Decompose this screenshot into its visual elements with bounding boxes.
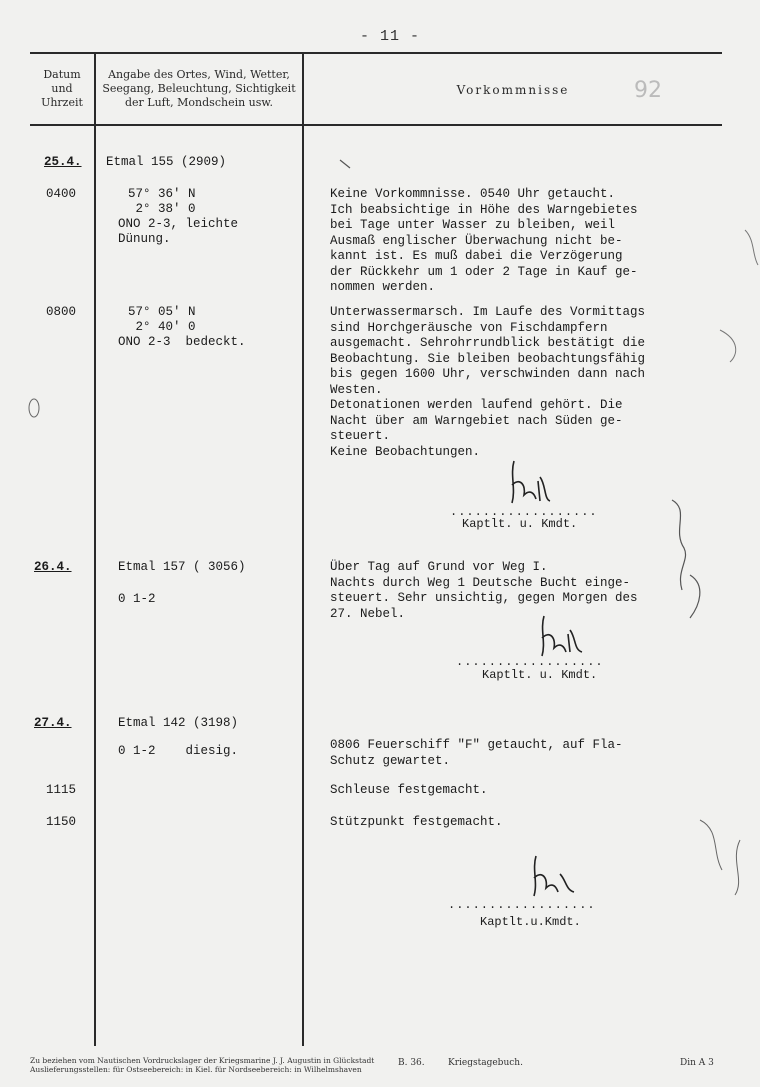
header-date-line: und bbox=[51, 82, 73, 95]
event-line: Schutz gewartet. bbox=[330, 753, 451, 768]
row-place: 57° 05' N bbox=[128, 305, 196, 319]
footer-line: Zu beziehen vom Nautischen Vordruckslager der Kriegsmarine J. J. Augustin in Glückstadt bbox=[30, 1056, 375, 1065]
header-place-line: Seegang, Beleuchtung, Sichtigkeit bbox=[102, 82, 296, 95]
row-place: Dünung. bbox=[118, 232, 171, 246]
row-date: 27.4. bbox=[34, 716, 72, 730]
row-time: 1115 bbox=[46, 783, 77, 797]
signature-dots: .................. bbox=[450, 505, 598, 519]
header-date-line: Datum bbox=[43, 68, 81, 81]
row-time: 0400 bbox=[46, 187, 77, 201]
event-line: bei Tage unter Wasser zu bleiben, weil bbox=[330, 218, 616, 232]
header-events-col: Vorkommnisse bbox=[456, 83, 570, 97]
event-line: steuert. Sehr unsichtig, gegen Morgen des bbox=[330, 591, 638, 605]
footer-form-number: B. 36. bbox=[398, 1058, 425, 1068]
header-place-line: Angabe des Ortes, Wind, Wetter, bbox=[108, 68, 290, 81]
row-place: ONO 2-3, leichte bbox=[118, 217, 239, 231]
signature-title: Kaptlt.u.Kmdt. bbox=[480, 915, 581, 929]
event-line: Ich beabsichtige in Höhe des Warngebietes bbox=[330, 202, 638, 217]
event-line: steuert. bbox=[330, 429, 391, 443]
row-place: Etmal 155 (2909) bbox=[106, 155, 227, 169]
event-line: Detonationen werden laufend gehört. Die bbox=[330, 398, 623, 412]
event-line: Keine Vorkommnisse. 0540 Uhr getaucht. bbox=[330, 187, 616, 201]
signature-dots: .................. bbox=[456, 655, 604, 669]
event-line: kannt ist. Es muß dabei die Verzögerung bbox=[330, 249, 623, 263]
header-date-line: Uhrzeit bbox=[41, 96, 83, 109]
row-date: 25.4. bbox=[44, 155, 82, 169]
event-line: Beobachtung. Sie bleiben beobachtungsfähig bbox=[330, 351, 646, 366]
row-time: 0800 bbox=[46, 305, 77, 319]
row-place: Etmal 142 (3198) bbox=[118, 716, 239, 730]
event-line: Ausmaß englischer Überwachung nicht be- bbox=[330, 233, 623, 248]
row-place: Etmal 157 ( 3056) bbox=[118, 560, 246, 574]
event-line: 27. Nebel. bbox=[330, 606, 406, 621]
row-place: ONO 2-3 bedeckt. bbox=[118, 335, 246, 349]
footer-publisher bbox=[30, 1056, 374, 1074]
row-place: 0 1-2 bbox=[118, 592, 156, 606]
footer-line: Auslieferungsstellen: für Ostseebereich: in Kiel. für Nordseebereich: in Wilhelmshaven bbox=[30, 1065, 362, 1074]
event-line: sind Horchgeräusche von Fischdampfern bbox=[330, 320, 608, 335]
event-line: Westen. bbox=[330, 382, 383, 397]
event-line: Nacht über am Warngebiet nach Süden ge- bbox=[330, 413, 623, 428]
event-line: Nachts durch Weg 1 Deutsche Bucht einge- bbox=[330, 575, 631, 590]
row-place: 57° 36' N bbox=[128, 187, 196, 201]
event-line: Über Tag auf Grund vor Weg I. bbox=[330, 560, 548, 574]
event-line: der Rückkehr um 1 oder 2 Tage in Kauf ge- bbox=[330, 264, 638, 279]
event-line: Stützpunkt festgemacht. bbox=[330, 815, 503, 829]
row-place: 2° 40' 0 bbox=[128, 320, 196, 334]
footer-paper-size: Din A 3 bbox=[680, 1058, 714, 1068]
row-time: 1150 bbox=[46, 815, 77, 829]
pencil-stamp-number: 92 bbox=[634, 78, 662, 103]
footer-title: Kriegstagebuch. bbox=[448, 1058, 523, 1068]
event-line: 0806 Feuerschiff "F" getaucht, auf Fla- bbox=[330, 738, 623, 752]
signature-dots: .................. bbox=[448, 898, 596, 912]
event-line: bis gegen 1600 Uhr, verschwinden dann nach bbox=[330, 367, 646, 381]
event-line: Keine Beobachtungen. bbox=[330, 444, 481, 459]
row-place: 2° 38' 0 bbox=[128, 202, 196, 216]
event-line: Unterwassermarsch. Im Laufe des Vormittags bbox=[330, 305, 646, 319]
event-line: nommen werden. bbox=[330, 280, 436, 294]
page-number: - 11 - bbox=[360, 28, 421, 45]
row-date: 26.4. bbox=[34, 560, 72, 574]
signature-title: Kaptlt. u. Kmdt. bbox=[482, 668, 598, 682]
row-place: 0 1-2 diesig. bbox=[118, 744, 239, 758]
event-line: Schleuse festgemacht. bbox=[330, 783, 488, 797]
header-place-line: der Luft, Mondschein usw. bbox=[124, 96, 274, 109]
signature-title: Kaptlt. u. Kmdt. bbox=[462, 517, 578, 531]
event-line: ausgemacht. Sehrohrrundblick bestätigt die bbox=[330, 336, 646, 350]
